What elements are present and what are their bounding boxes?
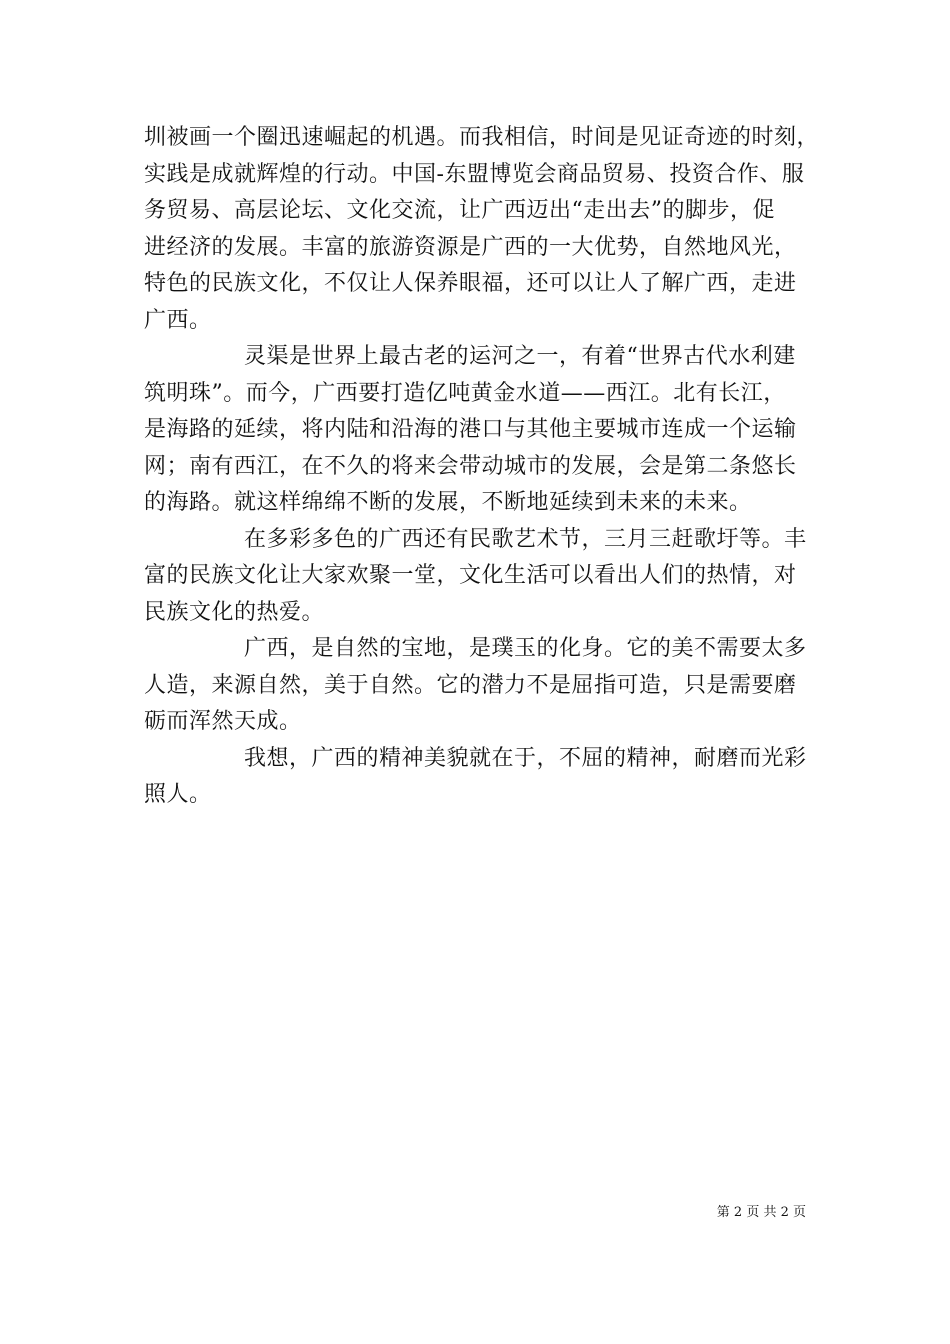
text-line: 实践是成就辉煌的行动。中国-东盟博览会商品贸易、投资合作、服 [144, 161, 805, 187]
text-line: 砺而浑然天成。 [144, 709, 302, 734]
text-line: 富的民族文化让大家欢聚一堂，文化生活可以看出人们的热情，对 [144, 563, 797, 588]
text-line: 务贸易、高层论坛、文化交流，让广西迈出“走出去”的脚步，促 [144, 198, 775, 223]
text-line: 灵渠是世界上最古老的运河之一，有着“世界古代水利建 [244, 344, 796, 369]
text-line: 特色的民族文化，不仅让人保养眼福，还可以让人了解广西，走进 [144, 271, 797, 296]
text-line: 民族文化的热爱。 [144, 599, 325, 625]
text-line: 人造，来源自然，美于自然。它的潜力不是屈指可造，只是需要磨 [144, 672, 797, 698]
text-line: 圳被画一个圈迅速崛起的机遇。而我相信，时间是见证奇迹的时刻， [144, 125, 820, 150]
text-line: 是海路的延续，将内陆和沿海的港口与其他主要城市连成一个运输 [144, 417, 797, 442]
text-line: 进经济的发展。丰富的旅游资源是广西的一大优势，自然地风光， [144, 234, 797, 260]
text-line: 在多彩多色的广西还有民歌艺术节，三月三赶歌圩等。丰 [244, 526, 807, 552]
text-line: 网；南有西江，在不久的将来会带动城市的发展，会是第二条悠长 [144, 453, 797, 479]
text-line: 广西，是自然的宝地，是璞玉的化身。它的美不需要太多 [244, 636, 807, 661]
text-line: 筑明珠”。而今，广西要打造亿吨黄金水道——西江。北有长江， [144, 380, 786, 406]
page-number-footer: 第 2 页 共 2 页 [716, 1205, 806, 1220]
text-line: 的海路。就这样绵绵不断的发展，不断地延续到未来的未来。 [144, 490, 752, 515]
document-body [144, 120, 830, 814]
text-line: 我想，广西的精神美貌就在于，不屈的精神，耐磨而光彩 [244, 745, 807, 771]
text-line: 照人。 [144, 782, 212, 807]
text-line: 广西。 [144, 307, 212, 333]
